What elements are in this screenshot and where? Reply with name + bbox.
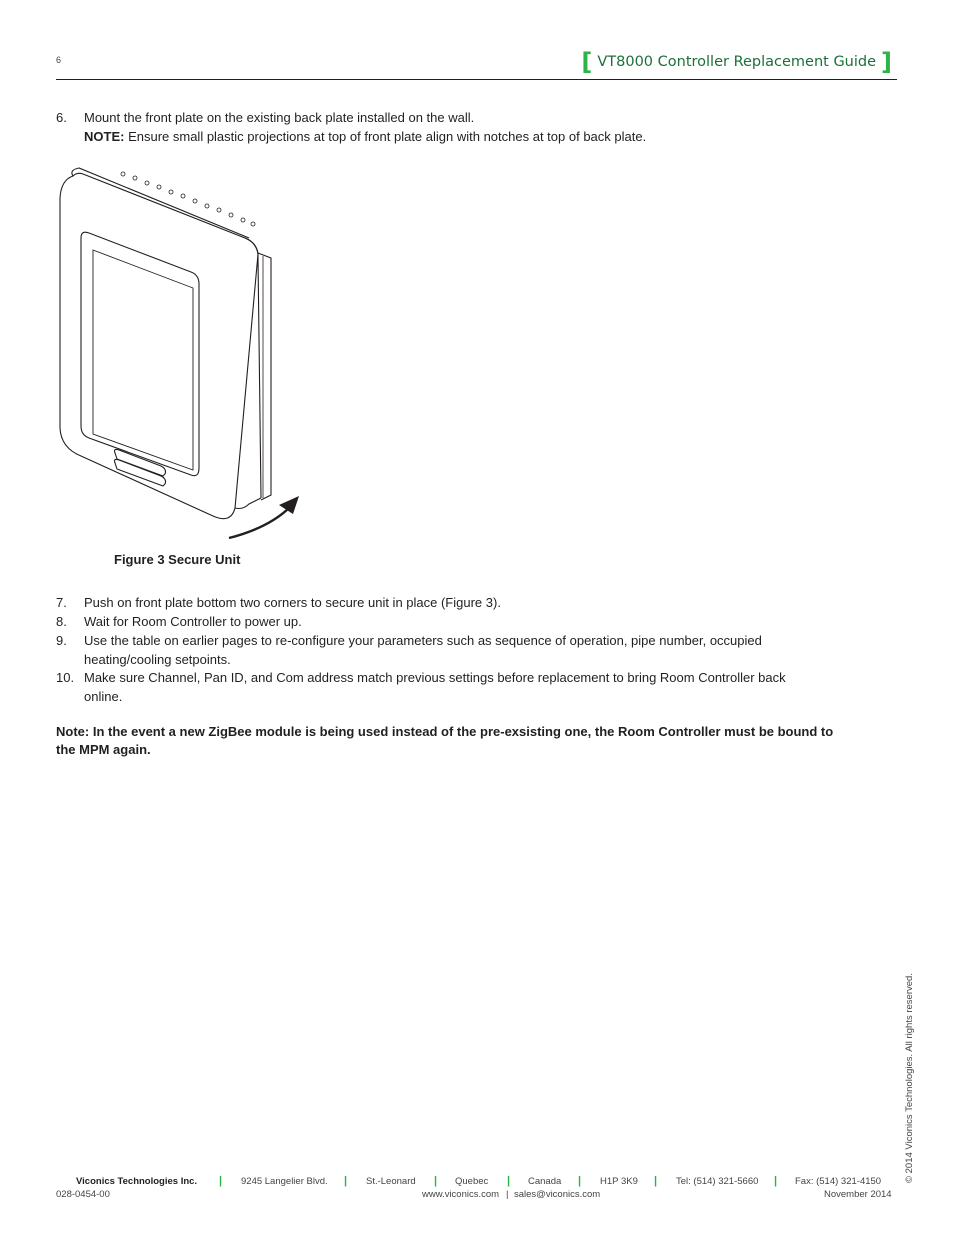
footer-doc-number: 028-0454-00: [56, 1189, 110, 1200]
step-note: [84, 127, 824, 146]
footer-province: Quebec: [455, 1176, 489, 1187]
footer-tel: Tel: (514) 321-5660: [676, 1176, 759, 1187]
footer-country: Canada: [528, 1176, 562, 1187]
step-text: Wait for Room Controller to power up.: [84, 614, 302, 629]
step-number: 10.: [56, 670, 75, 685]
footer-date: November 2014: [824, 1189, 892, 1200]
header-rule: [56, 79, 897, 80]
footer-city: St.-Leonard: [366, 1176, 416, 1187]
step-text: Mount the front plate on the existing back plate installed on the wall.: [84, 110, 475, 125]
step-number: 7.: [56, 595, 67, 610]
footer-website[interactable]: www.viconics.com: [422, 1189, 500, 1200]
footer-email[interactable]: sales@viconics.com: [514, 1189, 601, 1200]
footer-divider: |: [774, 1175, 778, 1187]
page-number: 6: [56, 55, 62, 65]
footer-divider: |: [219, 1175, 223, 1187]
copyright-notice: © 2014 Viconics Technologies. All rights reserved.: [904, 973, 915, 1183]
footer-fax: Fax: (514) 321-4150: [795, 1176, 882, 1187]
document-title: [576, 48, 897, 76]
footer-contact-divider: |: [506, 1189, 509, 1200]
figure-caption: Figure 3 Secure Unit: [114, 552, 241, 567]
bracket-close: ]: [881, 48, 892, 76]
step-text: Use the table on earlier pages to re-configure your parameters such as sequence of operation, pipe number, occupied heating/cooling setpoints.: [84, 633, 762, 667]
footer-divider: |: [654, 1175, 658, 1187]
footer-company: Viconics Technologies Inc.: [76, 1176, 198, 1187]
step-number: 6.: [56, 110, 67, 125]
final-note: Note: In the event a new ZigBee module is being used instead of the pre-exsisting one, the Room Controller must be bound to the MPM again.: [56, 724, 834, 757]
document-title-text: VT8000 Controller Replacement Guide: [597, 54, 877, 70]
footer-address: 9245 Langelier Blvd.: [241, 1176, 328, 1187]
footer-postal: H1P 3K9: [600, 1176, 638, 1187]
bracket-open: [: [581, 48, 593, 76]
note-label: NOTE:: [84, 129, 125, 144]
step-number: 8.: [56, 614, 67, 629]
thermostat-illustration: [53, 158, 313, 553]
step-text: Make sure Channel, Pan ID, and Com address match previous settings before replacement to bring Room Controller back online.: [84, 670, 786, 704]
footer-divider: |: [434, 1175, 438, 1187]
footer-divider: |: [344, 1175, 348, 1187]
footer-divider: |: [578, 1175, 582, 1187]
note-text: Ensure small plastic projections at top of front plate align with notches at top of back plate.: [124, 129, 647, 144]
step-number: 9.: [56, 633, 67, 648]
footer-divider: |: [507, 1175, 511, 1187]
step-text: Push on front plate bottom two corners to secure unit in place (Figure 3).: [84, 595, 501, 610]
